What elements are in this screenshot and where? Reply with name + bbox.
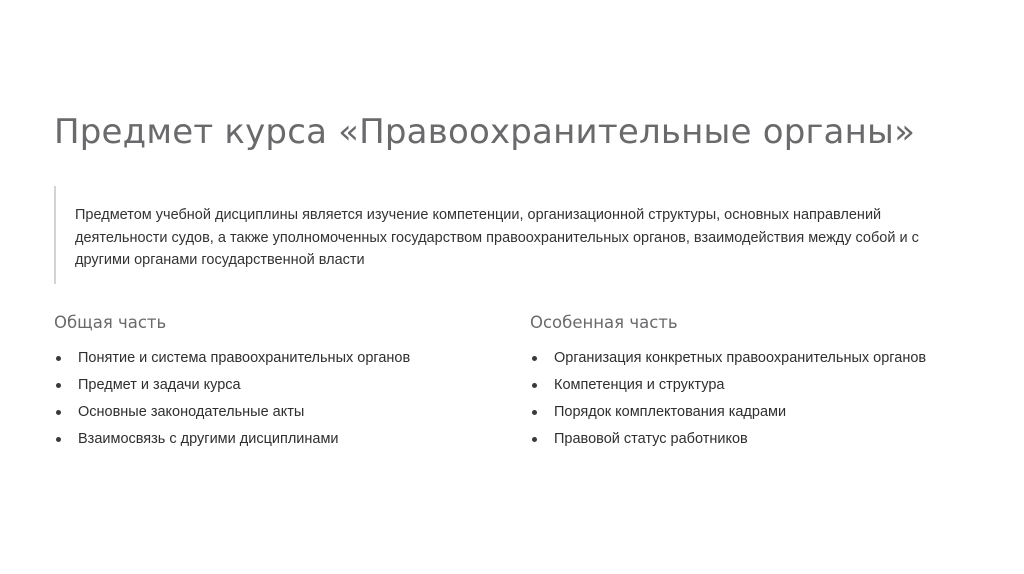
bullet-icon (532, 356, 537, 361)
list-item-text: Организация конкретных правоохранительных органов (554, 350, 927, 366)
special-part-section (530, 313, 970, 456)
list-item (530, 375, 970, 402)
list-item (54, 402, 494, 429)
bullet-icon (532, 437, 537, 442)
list-item-text: Правовой статус работников (554, 431, 748, 447)
general-part-section (54, 313, 494, 456)
list-item-text: Компетенция и структура (554, 377, 725, 393)
list-item-text: Предмет и задачи курса (78, 377, 241, 393)
page-title: Предмет курса «Правоохранительные органы» (54, 112, 916, 152)
list-item (54, 429, 494, 456)
description-block (54, 186, 944, 284)
list-item (54, 348, 494, 375)
list-item (530, 429, 970, 456)
bullet-icon (56, 410, 61, 415)
special-part-list (530, 348, 970, 456)
list-item (530, 348, 970, 375)
description-text: Предметом учебной дисциплины является изучение компетенции, организационной структуры, основных направлений деятельности судов, а также уполномоченных государством правоохранительных органов, взаимодействия между собой и с другими органами государственной власти (75, 207, 919, 268)
bullet-icon (56, 383, 61, 388)
list-item-text: Порядок комплектования кадрами (554, 404, 787, 420)
bullet-icon (532, 410, 537, 415)
general-part-heading: Общая часть (54, 313, 167, 332)
bullet-icon (56, 356, 61, 361)
bullet-icon (532, 383, 537, 388)
general-part-list (54, 348, 494, 456)
list-item-text: Основные законодательные акты (78, 404, 305, 420)
list-item-text: Взаимосвязь с другими дисциплинами (78, 431, 339, 447)
special-part-heading: Особенная часть (530, 313, 678, 332)
list-item-text: Понятие и система правоохранительных органов (78, 350, 411, 366)
list-item (530, 402, 970, 429)
bullet-icon (56, 437, 61, 442)
list-item (54, 375, 494, 402)
